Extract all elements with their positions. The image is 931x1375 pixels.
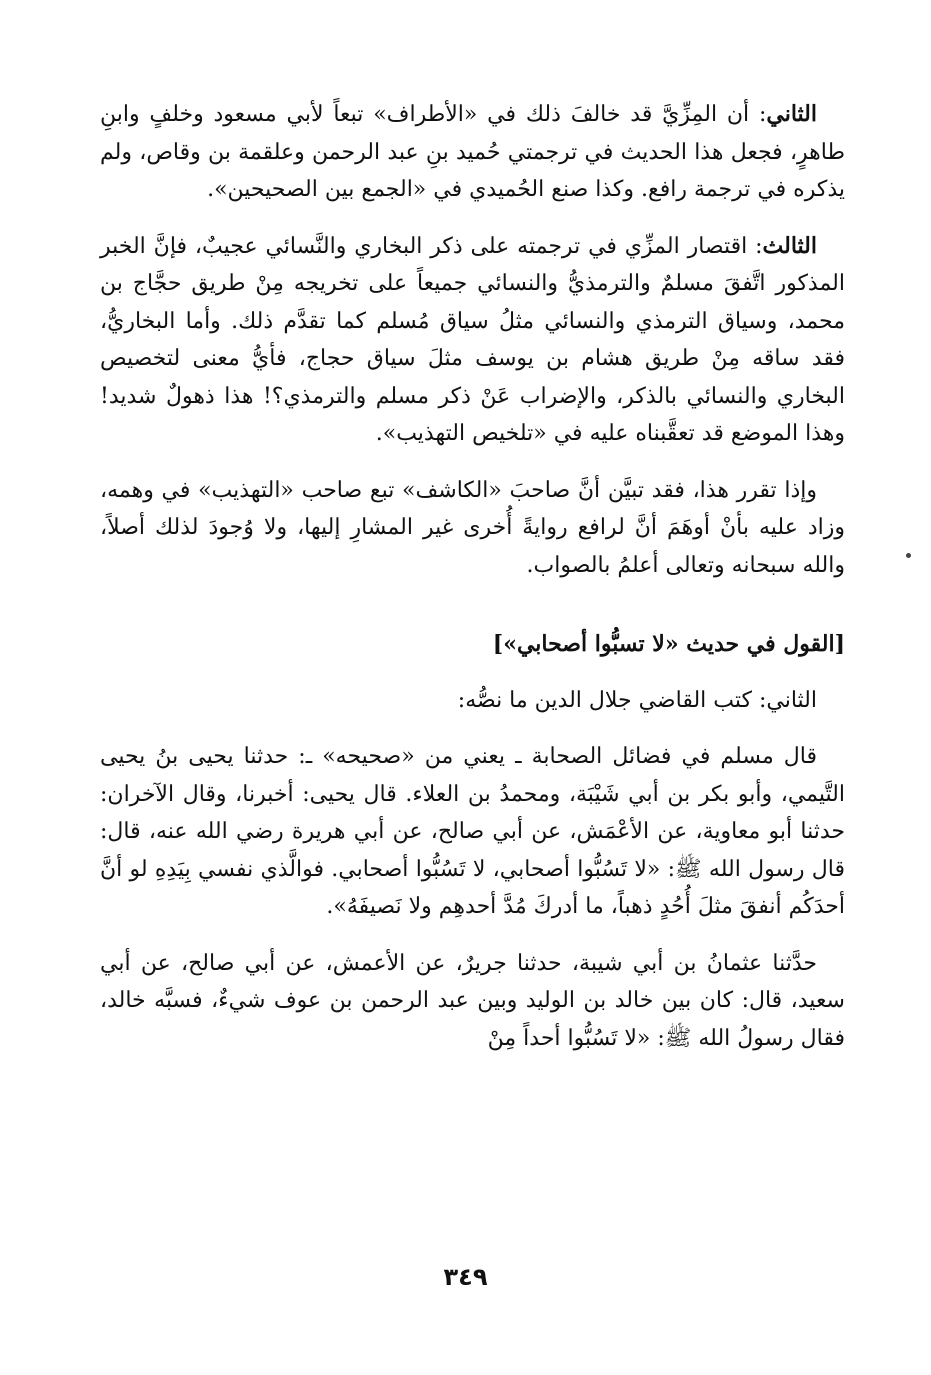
paragraph-text: : أن المِزِّيَّ قد خالفَ ذلك في «الأطراف» تبعاً لأبي مسعود وخلفٍ وابنِ طاهرٍ، فجعل هذا الحديث في ترجمتي حُميد بنِ عبد الرحمن وعلقمة بن وقاص، ولم يذكره في ترجمة رافع. وكذا صنع الحُميدي في «الجمع بين الصحيحين».	[100, 102, 845, 202]
paragraph-lead: الثالث	[762, 232, 817, 259]
paragraph-text: : اقتصار المزِّي في ترجمته على ذكر البخاري والنَّسائي عجيبٌ، فإنَّ الخبر المذكور اتَّفقَ مسلمٌ والترمذيُّ والنسائي جميعاً على تخريجه مِنْ طريق حجَّاج بن محمد، وسياق الترمذي والنسائي مثلُ سياق مُسلم كما تقدَّم ذلك. وأما البخاريُّ، فقد ساقه مِنْ طريق هشام بن يوسف مثلَ سياق حجاج، فأيُّ معنى لتخصيص البخاري والنسائي بالذكر، والإضراب عَنْ ذكر مسلم والترمذي؟! هذا ذهولٌ شديد! وهذا الموضع قد تعقَّبناه عليه في «تلخيص التهذيب».	[100, 233, 845, 446]
paragraph-lead: الثاني	[766, 101, 817, 127]
page-body	[100, 96, 845, 1076]
paragraph-third	[100, 228, 845, 453]
page-number: ٣٤٩	[443, 1263, 488, 1291]
section-intro: الثاني: كتب القاضي جلال الدين ما نصُّه:	[457, 687, 817, 713]
paragraph-text: وإذا تقرر هذا، فقد تبيَّن أنَّ صاحبَ «الكاشف» تبع صاحب «التهذيب» في وهمه، وزاد عليه بأنْ أوهَمَ أنَّ لرافع روايةً أُخرى غير المشارِ إليها، ولا وُجودَ لذلك أصلاً، والله سبحانه وتعالى أعلمُ بالصواب.	[100, 477, 845, 578]
margin-mark	[906, 553, 911, 558]
paragraph-second	[100, 96, 845, 209]
quote-paragraph: حدَّثنا عثمانُ بن أبي شيبة، حدثنا جريرٌ، عن الأعمش، عن أبي صالح، عن أبي سعيد، قال: كان بين خالد بن الوليد وبين عبد الرحمن بن عوف شيءٌ، فسبَّه خالد، فقال رسولُ الله ﷺ: «لا تَسُبُّوا أحداً مِنْ	[100, 950, 845, 1051]
section-heading: [القول في حديث «لا تسبُّوا أصحابي»]	[492, 631, 845, 657]
paragraph-conclusion	[100, 472, 845, 585]
quote-paragraph: قال مسلم في فضائل الصحابة ـ يعني من «صحيحه» ـ: حدثنا يحيى بنُ يحيى التَّيمي، وأبو بكر بن أبي شَيْبَة، ومحمدُ بن العلاء. قال يحيى: أخبرنا، وقال الآخران: حدثنا أبو معاوية، عن الأعْمَش، عن أبي صالح، عن أبي هريرة رضي الله عنه، قال: قال رسول الله ﷺ: «لا تَسُبُّوا أصحابي، لا تَسُبُّوا أصحابي. فوالَّذي نفسي بِيَدِهِ لو أنَّ أحدَكُم أنفقَ مثلَ أُحُدٍ ذهباً، ما أدركَ مُدَّ أحدهِم ولا نَصيفَهُ».	[100, 744, 845, 919]
